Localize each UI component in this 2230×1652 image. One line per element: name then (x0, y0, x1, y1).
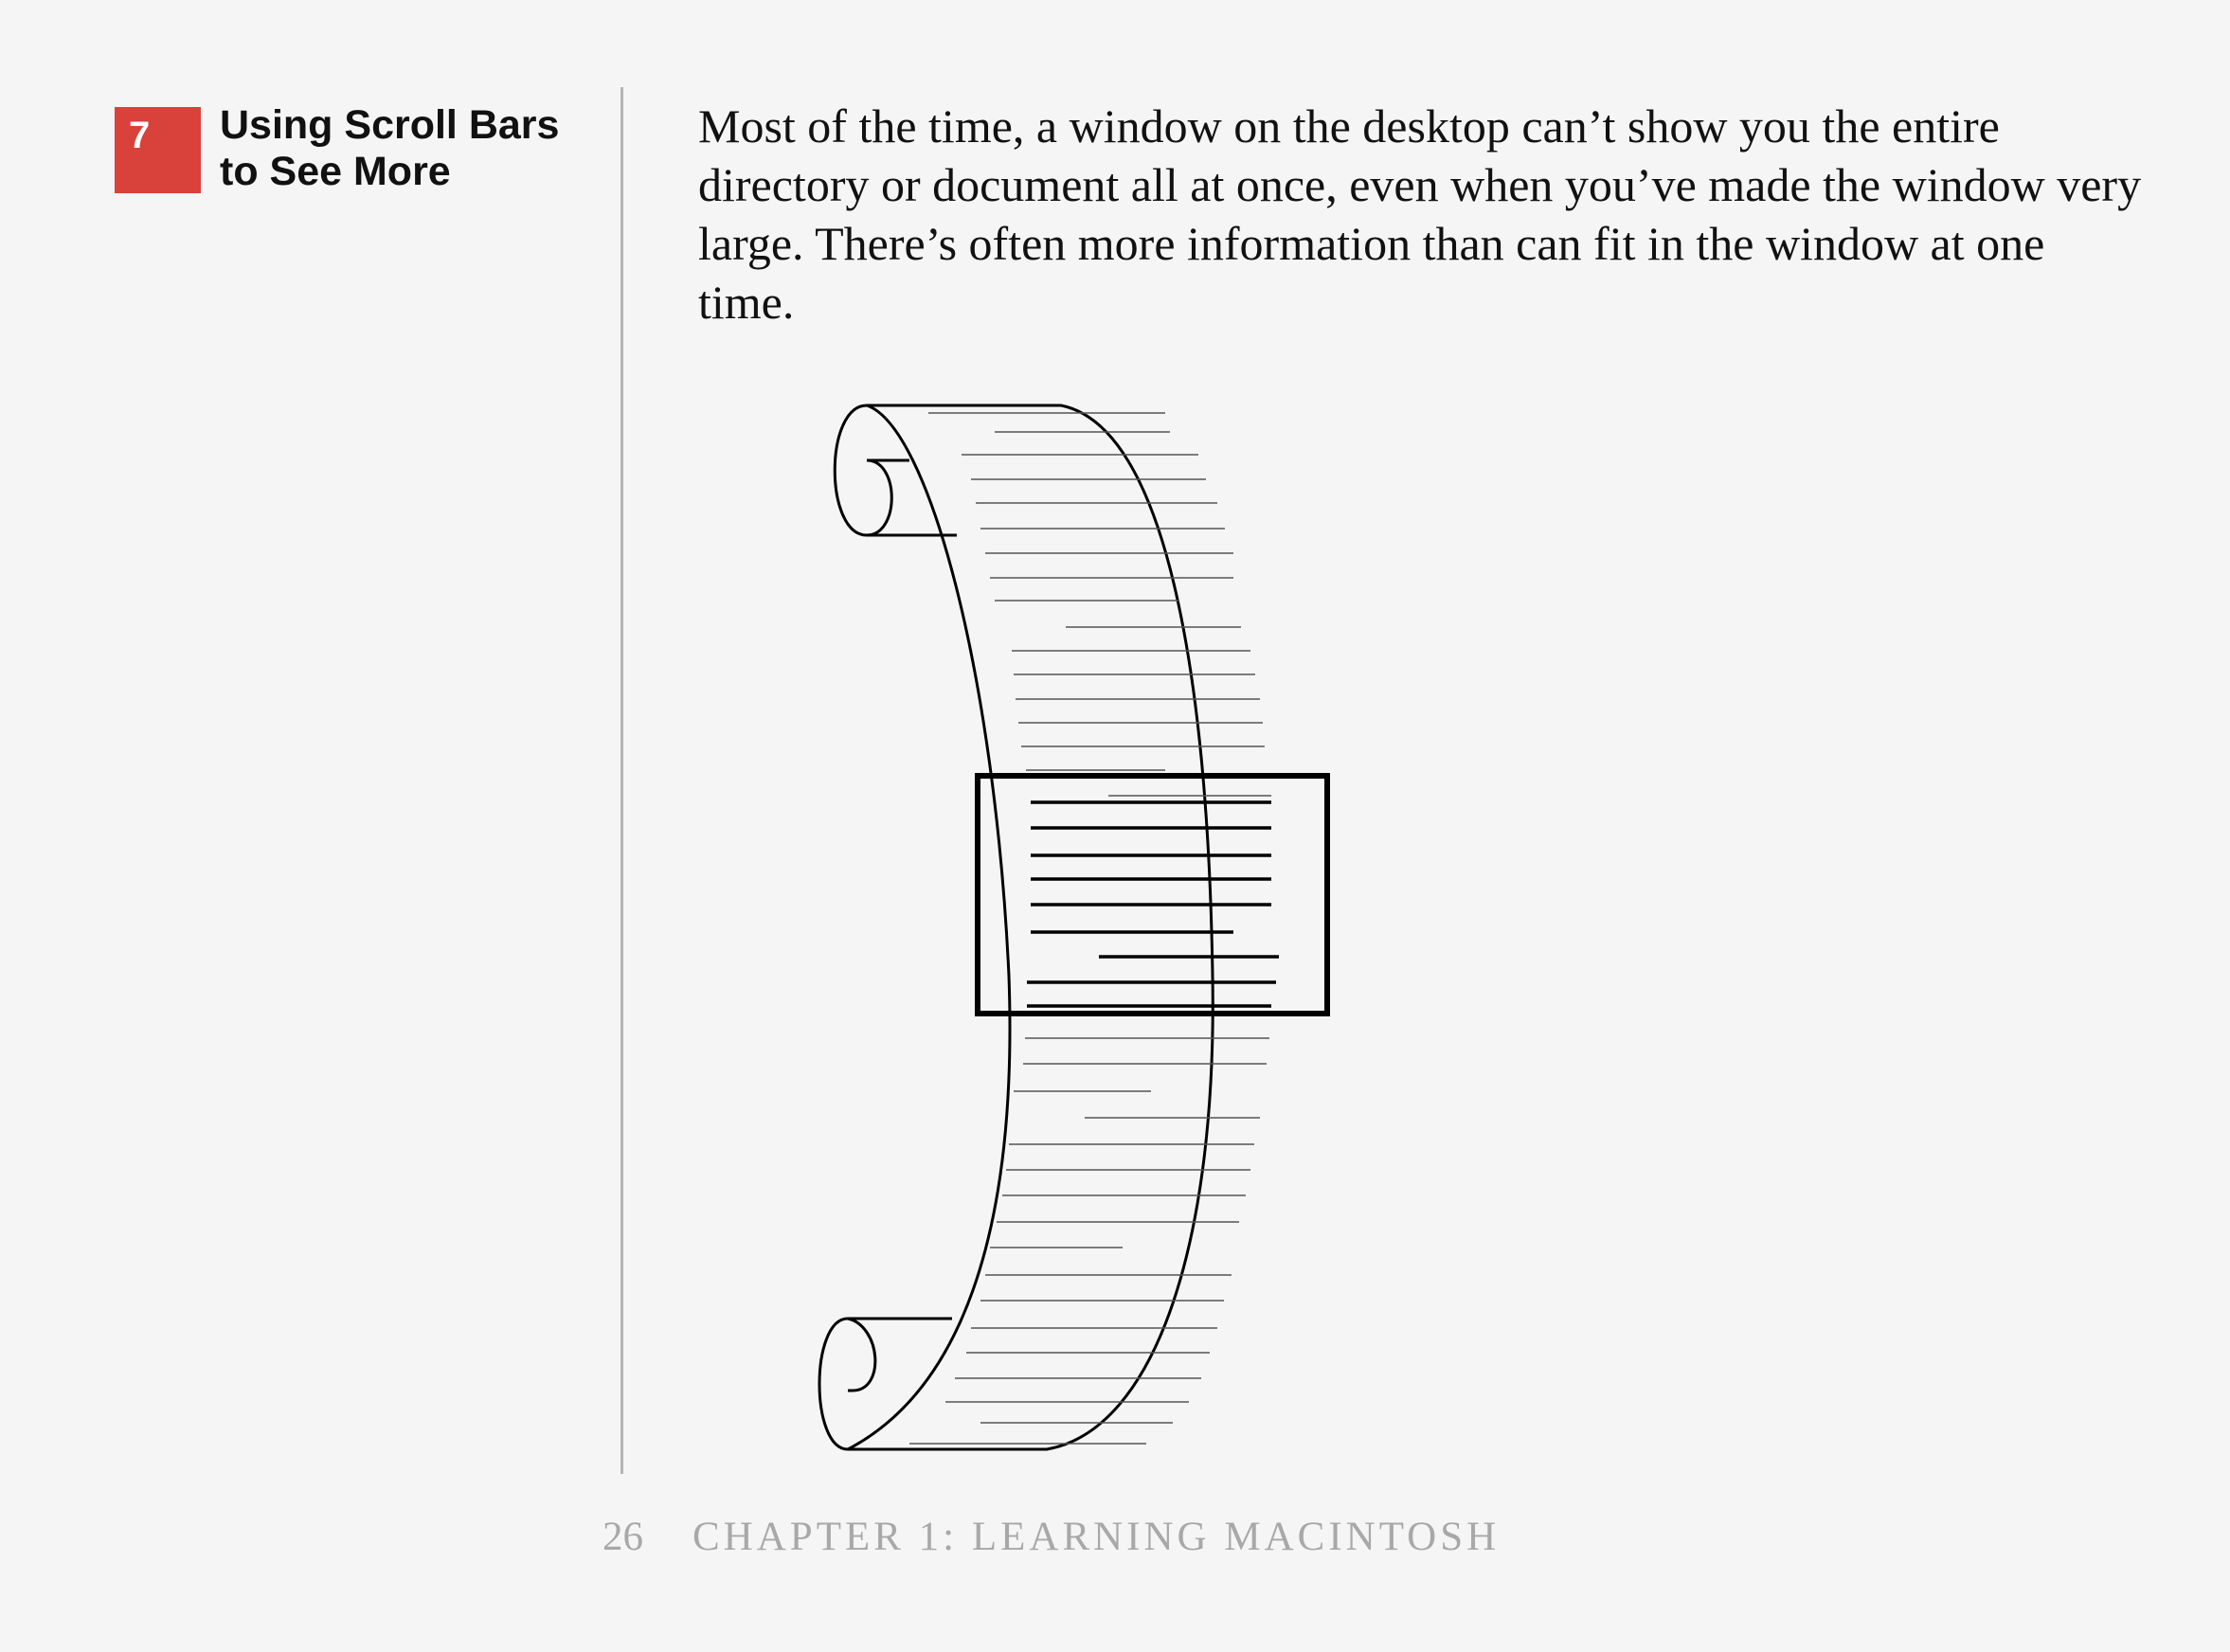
section-title-line-2: to See More (220, 149, 451, 194)
body-line-3: large. There’s often more information than can fit in the window at one (698, 217, 2045, 270)
scroll-icon (786, 388, 1355, 1459)
scroll-text-lines-bottom (909, 1038, 1269, 1444)
body-paragraph (698, 97, 2176, 332)
section-title (220, 102, 559, 195)
scroll-paper-front-edge (848, 405, 1213, 1449)
scroll-paper-back-edge (848, 405, 1010, 1449)
scroll-bottom-roll-spiral (848, 1319, 875, 1391)
scroll-text-lines-window (1027, 802, 1279, 1006)
column-divider (620, 87, 623, 1474)
body-line-4: time. (698, 276, 795, 329)
section-number-badge: 7 (115, 107, 201, 193)
section-title-line-1: Using Scroll Bars (220, 102, 560, 148)
body-line-2: directory or document all at once, even when you’ve made the window very (698, 158, 2142, 211)
scroll-bottom-roll (819, 1319, 952, 1449)
scroll-top-roll-spiral (867, 460, 891, 535)
body-line-1: Most of the time, a window on the desktop can’t show you the entire (698, 99, 2000, 153)
scroll-top-roll (835, 405, 957, 535)
chapter-title: CHAPTER 1: LEARNING MACINTOSH (692, 1515, 1501, 1559)
page-number: 26 (602, 1515, 643, 1559)
scroll-text-lines-top (928, 413, 1271, 796)
page-footer (602, 1514, 1500, 1560)
window-frame-icon (978, 776, 1327, 1014)
